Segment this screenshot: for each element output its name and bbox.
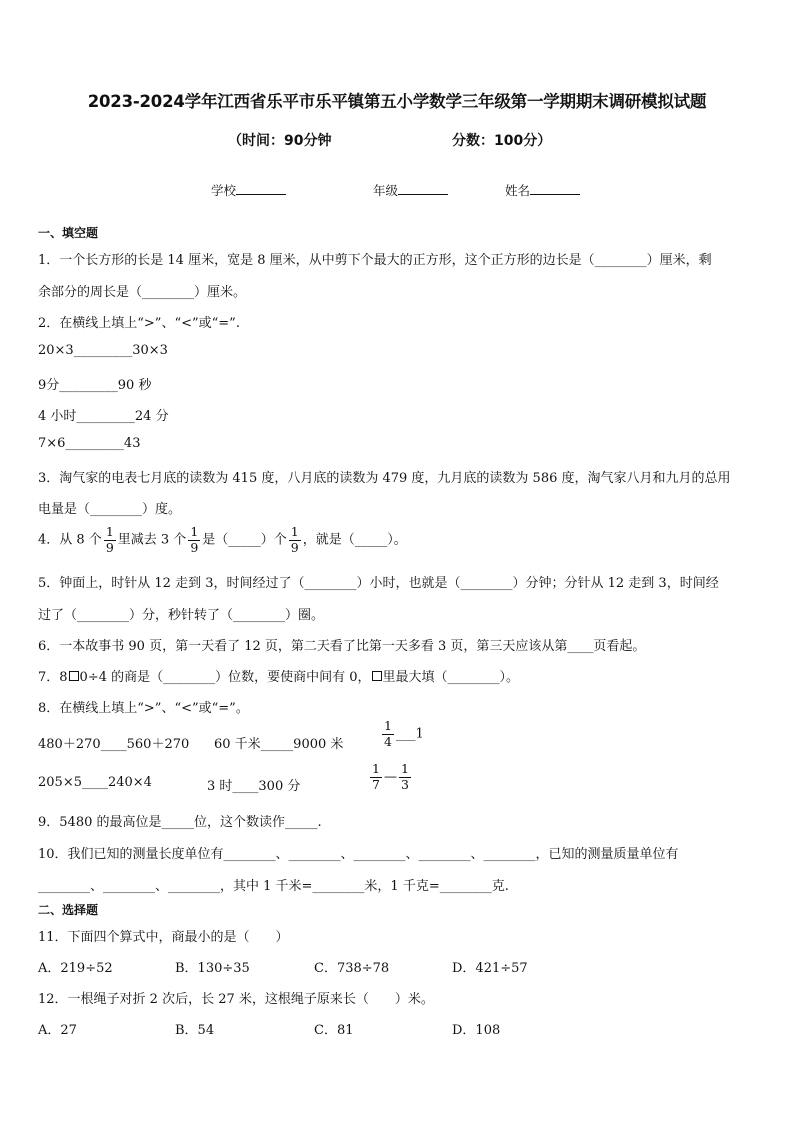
section-choice-heading: 二、选择题 [38,903,99,917]
q11-option-b: B．130÷35 [175,961,250,976]
q11-option-d: D．421÷57 [452,961,528,976]
q8-fraction-third: $\frac{1}{3}$ [400,761,409,792]
q8-row1-b: 60 千米_____9000 米 [214,737,344,752]
q11-option-a: A．219÷52 [38,961,113,976]
section-fill-heading: 一、填空题 [38,226,99,240]
q4-text-c: 是（_____）个 [202,532,287,548]
q1-line2: 余部分的周长是（________）厘米。 [38,285,247,300]
q10-line1: 10．我们已知的测量长度单位有________、________、________、________、________，已知的测量质量单位有 [38,847,679,862]
grade-field[interactable] [373,181,448,199]
q4-fraction-3: $\frac{1}{9}$ [290,524,299,555]
name-label: 姓名 [505,183,531,198]
q9-text: 9．5480 的最高位是_____位，这个数读作_____. [38,815,322,830]
q4-text-a: 4．从 8 个 [38,532,102,548]
q4-text-d: ，就是（_____）。 [302,532,407,548]
q8-row1-a: 480＋270____560＋270 [38,737,190,752]
q12-option-d: D．108 [452,1023,501,1038]
q4-text-b: 里减去 3 个 [117,532,187,548]
q12-option-b: B．54 [175,1023,215,1038]
q7-line [38,666,519,685]
q8-frac-tail: ___1 [395,726,424,742]
q8-stem: 8．在横线上填上“>”、“<”或“=”。 [38,701,249,716]
q6-text: 6．一本故事书 90 页，第一天看了 12 页，第二天看了比第一天多看 3 页，第三天应该从第____页看起。 [38,639,646,654]
q8-fraction-quarter: $\frac{1}{4}$ [384,718,392,749]
q2-item-3: 4 小时_________24 分 [38,409,169,424]
q2-item-1: 20×3_________30×3 [38,343,168,358]
q8-row2-c [368,763,413,791]
q5-line2: 过了（________）分，秒针转了（________）圈。 [38,608,325,623]
exam-title: 2023-2024学年江西省乐平市乐平镇第五小学数学三年级第一学期期末调研模拟试题 [87,92,707,111]
grade-label: 年级 [373,183,399,198]
school-label: 学校 [211,183,237,198]
q3-line1: 3．淘气家的电表七月底的读数为 415 度，八月底的读数为 479 度，九月底的读数为 586 度，淘气家八月和九月的总用 [38,471,731,486]
exam-time: （时间：90分钟 [228,133,332,149]
q4-line [38,526,407,554]
q2-stem: 2．在横线上填上“>”、“<”或“=”. [38,316,240,331]
q7-blank-box [69,671,79,681]
q8-row1-c [380,720,424,748]
q4-fraction-1: $\frac{1}{9}$ [105,524,114,555]
q11-option-c: C．738÷78 [314,961,390,976]
q11-stem: 11．下面四个算式中，商最小的是（ ） [38,930,289,945]
school-field[interactable] [211,181,286,199]
q2-item-4: 7×6_________43 [38,436,141,451]
q7-blank-box-2 [372,671,382,681]
q7-text-c: 里最大填（________）。 [382,670,520,685]
q8-frac-mid: — [383,769,397,785]
q2-item-2: 9分_________90 秒 [38,378,152,393]
name-field[interactable] [505,181,580,199]
q12-option-c: C．81 [314,1023,354,1038]
q8-row2-a: 205×5____240×4 [38,775,152,790]
q10-line2: ________、________、________，其中 1 千米=________米，1 千克=________克. [38,879,509,894]
q5-line1: 5．钟面上，时针从 12 走到 3，时间经过了（________）小时，也就是（________）分钟；分针从 12 走到 3，时间经 [38,576,719,591]
q1-line1: 1．一个长方形的长是 14 厘米，宽是 8 厘米，从中剪下个最大的正方形，这个正方形的边长是（________）厘米，剩 [38,253,712,268]
q7-text-a: 7．8 [38,670,68,685]
q4-fraction-2: $\frac{1}{9}$ [190,524,199,555]
q12-stem: 12．一根绳子对折 2 次后，长 27 米，这根绳子原来长（ ）米。 [38,992,434,1007]
q8-row2-b: 3 时____300 分 [207,779,301,794]
q3-line2: 电量是（________）度。 [38,502,182,517]
exam-score: 分数：100分） [452,133,552,149]
q7-text-b: 0÷4 的商是（________）位数，要使商中间有 0， [79,670,371,685]
school-blank[interactable] [236,182,286,195]
q12-option-a: A．27 [38,1023,77,1038]
name-blank[interactable] [530,182,580,195]
grade-blank[interactable] [398,182,448,195]
q8-fraction-seventh: $\frac{1}{7}$ [372,761,380,792]
